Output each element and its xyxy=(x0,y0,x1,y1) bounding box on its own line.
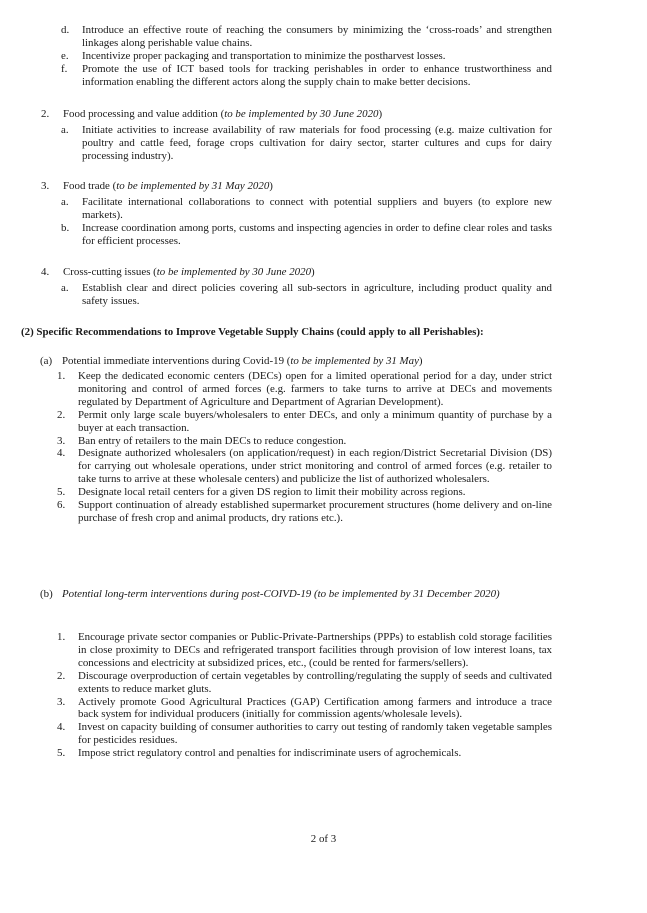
list-continuation xyxy=(61,24,552,89)
section-number: 3. xyxy=(41,180,50,192)
section-3-heading xyxy=(41,180,563,193)
item-label: 2. xyxy=(57,408,66,421)
list-item xyxy=(61,282,552,308)
list-item xyxy=(57,669,552,696)
section-close: ) xyxy=(269,180,273,192)
section-deadline: to be implemented by 31 May 2020 xyxy=(116,180,270,192)
section-title: Food trade ( xyxy=(63,180,117,192)
section-3-list xyxy=(61,196,552,248)
item-label: f. xyxy=(61,62,68,75)
item-text: Ban entry of retailers to the main DECs to reduce congestion. xyxy=(78,434,347,447)
item-text: Impose strict regulatory control and penalties for indiscriminate users of agrochemicals. xyxy=(78,747,462,760)
list-item xyxy=(57,434,552,448)
item-text: Designate authorized wholesalers (on application/request) in each region/District Secretarial Division (DS) for carrying out wholesale operations, under strict monitoring and control of armed forces (e.g. retailer to take turns to arrive at these wholesale centers) and publicize the list of authorized wholesalers. xyxy=(78,447,552,486)
part-title: Potential immediate interventions during Covid-19 ( xyxy=(62,355,291,367)
item-label: d. xyxy=(61,24,70,36)
part-label: (b) xyxy=(40,588,53,600)
section-close: ) xyxy=(378,108,383,120)
section-deadline: to be implemented by 30 June 2020 xyxy=(224,108,379,120)
section-2-list xyxy=(61,124,552,163)
item-label: 4. xyxy=(57,447,66,460)
part-b-heading xyxy=(40,588,552,601)
item-text: Initiate activities to increase availability of raw materials for food processing (e.g. maize cultivation for poultry and cattle feed, forage crops cultivation for dairy sector, starter cultures and cups for dairy processing industry). xyxy=(82,124,552,162)
list-item xyxy=(57,721,552,747)
section-deadline: to be implemented by 30 June 2020 xyxy=(156,266,312,278)
list-item xyxy=(61,24,552,50)
list-item xyxy=(57,631,552,670)
list-item xyxy=(57,370,552,409)
list-item xyxy=(57,499,552,525)
item-text: Incentivize proper packaging and transportation to minimize the postharvest losses. xyxy=(82,49,446,62)
item-label: 5. xyxy=(57,486,66,499)
section-title: Food processing and value addition ( xyxy=(63,108,225,120)
list-item xyxy=(61,221,552,248)
item-label: 5. xyxy=(57,747,66,760)
item-text: Facilitate international collaborations to connect with potential suppliers and buyers (to explore new markets). xyxy=(82,196,552,221)
main-heading: (2) Specific Recommendations to Improve Vegetable Supply Chains (could apply to all Perishables): xyxy=(21,326,484,338)
list-item xyxy=(61,62,552,89)
item-text: Keep the dedicated economic centers (DECs) open for a limited operational period for a day, under strict monitoring and control of armed forces (e.g. farmers to take turns to arrive at DECs and movements regulated by Department of Agriculture and Department of Agrarian Development). xyxy=(78,370,552,408)
section-title: Cross-cutting issues ( xyxy=(63,266,157,278)
section-4-list xyxy=(61,282,552,308)
section-close: ) xyxy=(311,266,315,278)
item-text: Introduce an effective route of reaching the consumers by minimizing the ‘cross-roads’ and strengthen linkages along perishable value chains. xyxy=(82,24,552,49)
part-label: (a) xyxy=(40,355,53,367)
section-number: 4. xyxy=(41,266,50,278)
item-label: 3. xyxy=(57,434,66,447)
section-number: 2. xyxy=(41,108,50,120)
item-text: Discourage overproduction of certain vegetables by controlling/regulating the supply of seeds and cultivated extents to reduce market gluts. xyxy=(78,669,552,695)
item-text: Promote the use of ICT based tools for tracking perishables in order to enhance trustworthiness and information enabling the different actors along the supply chain to make better decisions. xyxy=(82,62,552,88)
item-text: Actively promote Good Agricultural Practices (GAP) Certification among farmers and introduce a trace back system for individual producers (initially for commission agents/wholesale levels). xyxy=(78,695,552,721)
part-a-list xyxy=(57,370,552,525)
item-text: Establish clear and direct policies covering all sub-sectors in agriculture, including product quality and safety issues. xyxy=(82,282,552,307)
list-item xyxy=(61,124,552,163)
section-4-heading xyxy=(41,266,563,279)
item-label: a. xyxy=(61,124,69,136)
item-label: a. xyxy=(61,196,69,208)
section-2-heading xyxy=(41,108,563,121)
list-item xyxy=(57,486,552,499)
part-b-list xyxy=(57,631,552,760)
list-item xyxy=(61,196,552,222)
part-b-heading-row xyxy=(40,588,552,601)
item-text: Support continuation of already established supermarket procurement structures (home delivery and on-line purchase of fresh crop and animal products, dry rations etc.). xyxy=(78,499,552,524)
item-label: a. xyxy=(61,282,69,294)
item-label: b. xyxy=(61,221,70,234)
list-item xyxy=(57,408,552,435)
part-a-heading xyxy=(40,355,562,368)
part-deadline: to be implemented by 31 May xyxy=(290,355,419,367)
item-label: 2. xyxy=(57,669,66,682)
item-text: Increase coordination among ports, customs and inspecting agencies in order to define clear roles and tasks for efficient processes. xyxy=(82,221,552,247)
list-item xyxy=(61,49,552,63)
item-text: Designate local retail centers for a given DS region to limit their mobility across regions. xyxy=(78,486,466,499)
part-title: Potential long-term interventions during post-COIVD-19 (to be implemented by 31 December 2020) xyxy=(62,588,500,600)
item-label: 6. xyxy=(57,499,66,512)
item-text: Encourage private sector companies or Public-Private-Partnerships (PPPs) to establish cold storage facilities in close proximity to DECs and refrigerated transport facilities through provision of low interest loans, tax concessions and electricity at subsidized prices, etc., (could be rented for farmers/sellers). xyxy=(78,631,552,669)
list-item xyxy=(57,447,552,486)
item-label: 1. xyxy=(57,370,66,382)
list-item xyxy=(57,747,552,760)
item-label: 3. xyxy=(57,695,66,708)
item-label: e. xyxy=(61,49,69,62)
item-text: Permit only large scale buyers/wholesalers to enter DECs, and only a minimum quantity of purchase by a buyer at each transaction. xyxy=(78,408,552,434)
item-label: 1. xyxy=(57,631,66,643)
part-close: ) xyxy=(418,355,423,367)
item-text: Invest on capacity building of consumer authorities to carry out testing of randomly taken vegetable samples for pesticides residues. xyxy=(78,721,552,747)
page-number: 2 of 3 xyxy=(310,833,337,845)
item-label: 4. xyxy=(57,721,66,734)
list-item xyxy=(57,695,552,722)
